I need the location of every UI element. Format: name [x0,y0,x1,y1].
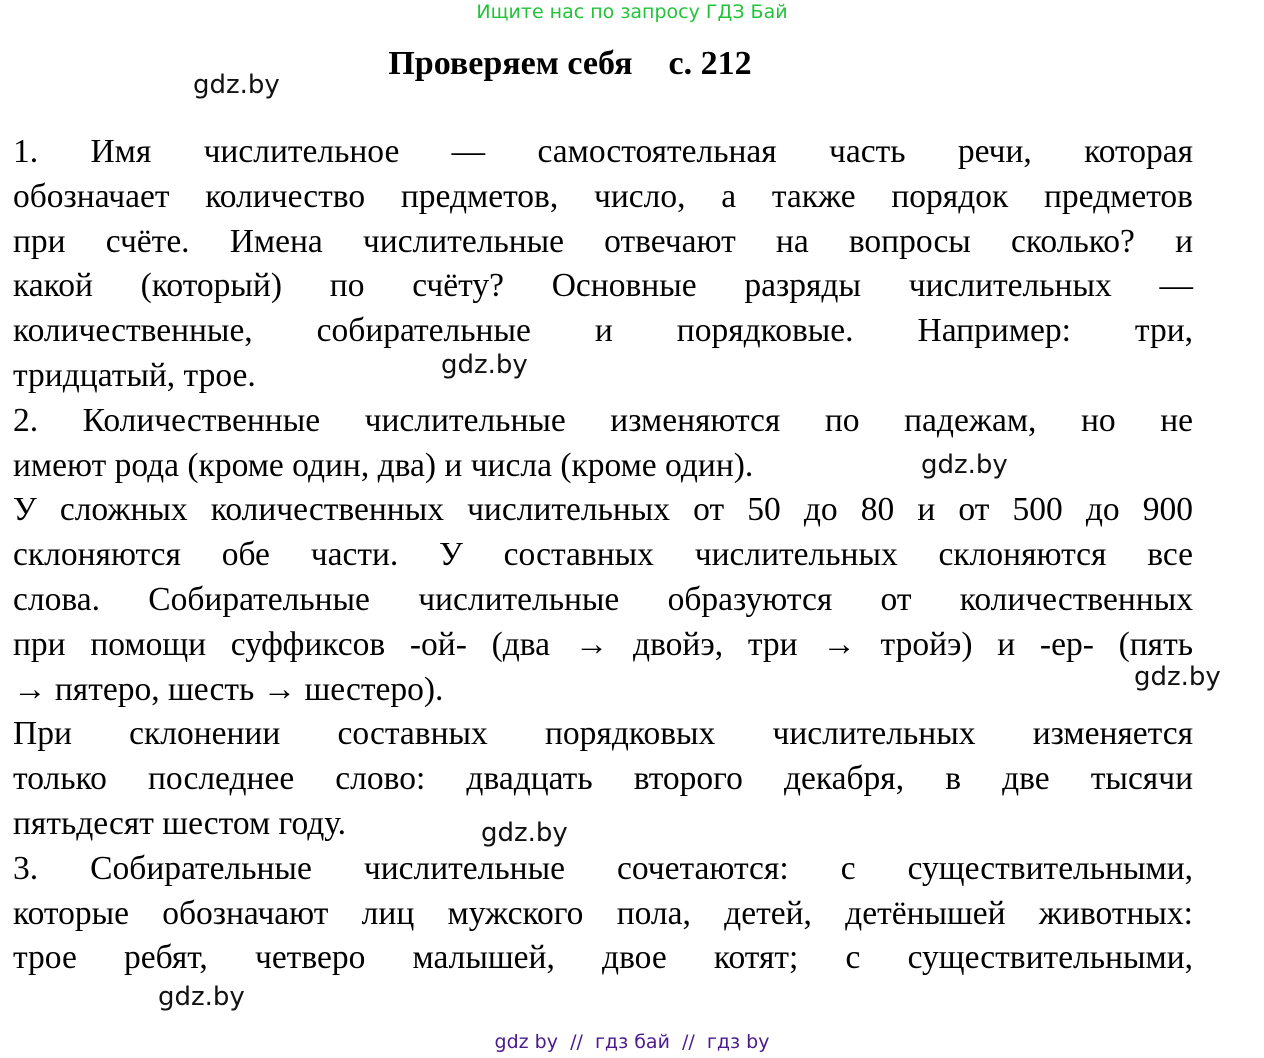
text-line: какой (который) по счёту? Основные разряды числительных — [13,267,1193,305]
title-text: Проверяем себя [388,45,633,82]
footer-links [0,1030,1264,1054]
text-line: при счёте. Имена числительные отвечают на вопросы сколько? и [13,222,1193,260]
page-reference: с. 212 [668,45,752,82]
text-line: только последнее слово: двадцать второго декабря, в две тысячи [13,760,1193,798]
text-line: При склонении составных порядковых числительных изменяется [13,715,1193,753]
text-line: склоняются обе части. У составных числительных склоняются все [13,536,1193,574]
text-line: 2. Количественные числительные изменяются по падежам, но не [13,401,1193,439]
search-banner: Ищите нас по запросу ГДЗ Бай [476,1,788,23]
text-line: тридцатый, трое. [13,356,256,394]
text-line: 1. Имя числительное — самостоятельная часть речи, которая [13,133,1193,170]
watermark: gdz.by [921,450,1008,480]
text-line: слова. Собирательные числительные образуются от количественных [13,580,1193,618]
watermark: gdz.by [158,982,245,1012]
text-line: количественные, собирательные и порядковые. Например: три, [13,312,1193,350]
text-line: обозначает количество предметов, число, а также порядок предметов [13,177,1193,215]
text-line: 3. Собирательные числительные сочетаются: с существительными, [13,849,1193,887]
watermark: gdz.by [481,818,568,848]
watermark: gdz.by [193,70,280,100]
text-line: пятьдесят шестом году. [13,804,347,842]
text-line: трое ребят, четверо малышей, двое котят; с существительными, [13,939,1193,977]
text-line: → пятеро, шесть → шестеро). [13,670,444,708]
answer-text [13,130,1193,981]
text-line: У сложных количественных числительных от 50 до 80 и от 500 до 900 [13,491,1193,529]
footer-text: gdz by // гдз бай // гдз by [494,1031,770,1053]
text-line: при помощи суффиксов -ой- (два → двойэ, три → тройэ) и -ер- (пять [13,625,1193,663]
page-title [0,42,1140,86]
text-line: имеют рода (кроме один, два) и числа (кроме один). [13,446,754,484]
text-line: которые обозначают лиц мужского пола, детей, детёнышей животных: [13,894,1193,932]
watermark: gdz.by [1134,662,1221,692]
watermark: gdz.by [441,350,528,380]
